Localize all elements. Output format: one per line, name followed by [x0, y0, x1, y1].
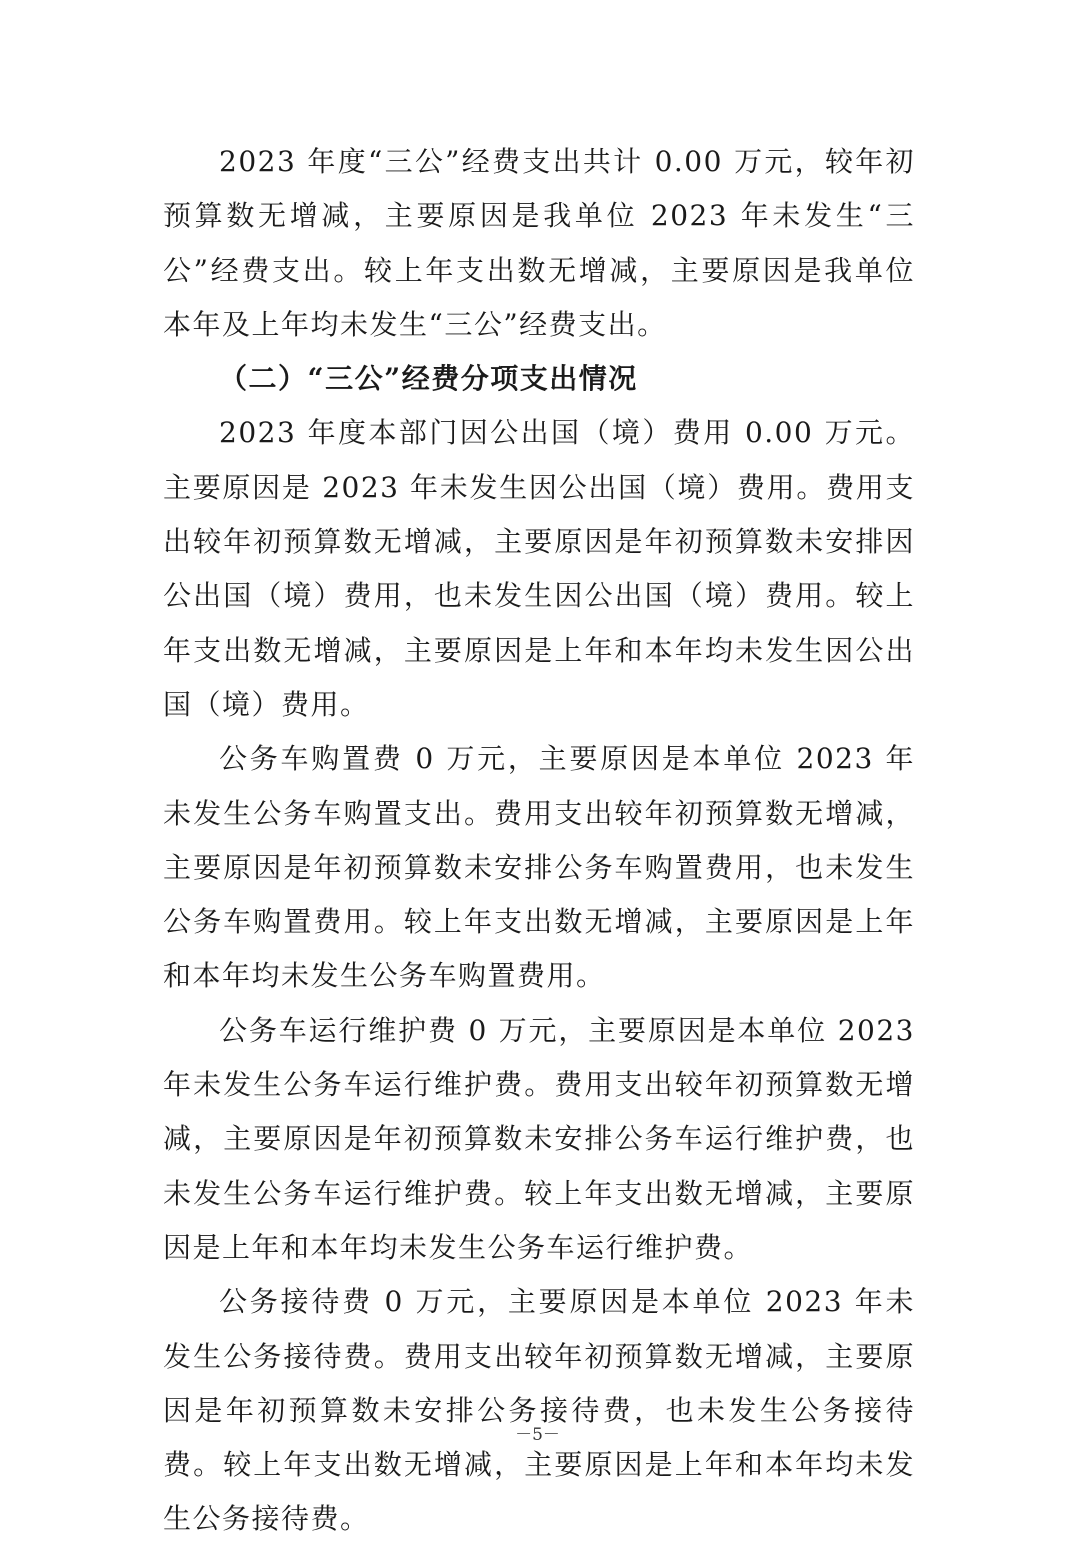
paragraph-vehicle-purchase: 公务车购置费 0 万元，主要原因是本单位 2023 年未发生公务车购置支出。费用支出较年初预算数无增减，主要原因是年初预算数未安排公务车购置费用，也未发生公务车购置费用。较上年支出数无增减，主要原因是上年和本年均未发生公务车购置费用。 — [163, 742, 915, 993]
paragraph-reception: 公务接待费 0 万元，主要原因是本单位 2023 年未发生公务接待费。费用支出较年初预算数无增减，主要原因是年初预算数未安排公务接待费，也未发生公务接待费。较上年支出数无增减，主要原因是上年和本年均未发生公务接待费。 — [163, 1285, 915, 1536]
document-body — [163, 135, 915, 1547]
paragraph-vehicle-maintenance: 公务车运行维护费 0 万元，主要原因是本单位 2023 年未发生公务车运行维护费。费用支出较年初预算数无增减，主要原因是年初预算数未安排公务车运行维护费，也未发生公务车运行维护费。较上年支出数无增减，主要原因是上年和本年均未发生公务车运行维护费。 — [163, 1013, 915, 1264]
paragraph-overseas-travel: 2023 年度本部门因公出国（境）费用 0.00 万元。主要原因是 2023 年未发生因公出国（境）费用。费用支出较年初预算数无增减，主要原因是年初预算数未安排因公出国（境）费用，也未发生因公出国（境）费用。较上年支出数无增减，主要原因是上年和本年均未发生因公出国（境）费用。 — [163, 416, 915, 721]
page-number: －5－ — [515, 1425, 560, 1445]
section-heading: （二）“三公”经费分项支出情况 — [219, 362, 638, 396]
paragraph-total-expenditure: 2023 年度“三公”经费支出共计 0.00 万元，较年初预算数无增减，主要原因是我单位 2023 年未发生“三公”经费支出。较上年支出数无增减，主要原因是我单位本年及上年均未发生“三公”经费支出。 — [163, 145, 915, 341]
